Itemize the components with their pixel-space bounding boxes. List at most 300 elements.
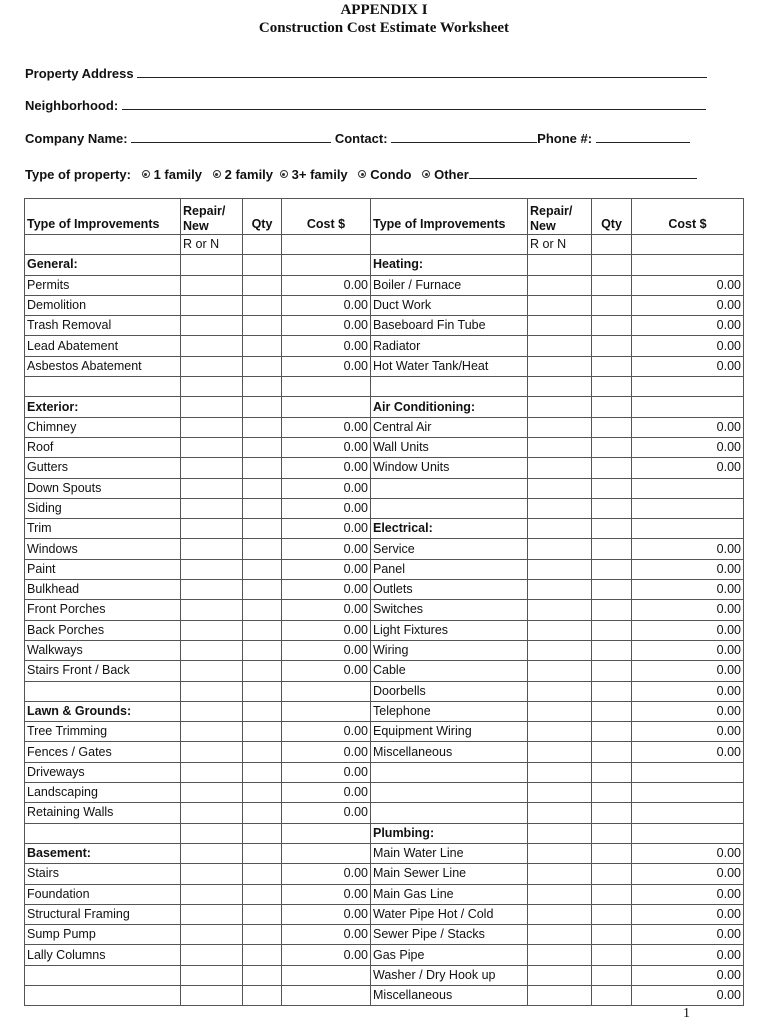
repair-new-cell[interactable] bbox=[181, 701, 243, 721]
qty-cell[interactable] bbox=[243, 884, 282, 904]
repair-new-cell[interactable] bbox=[181, 803, 243, 823]
repair-new-cell[interactable] bbox=[528, 478, 592, 498]
item-label: Hot Water Tank/Heat bbox=[371, 356, 528, 376]
table-row bbox=[25, 925, 744, 945]
repair-new-cell[interactable] bbox=[528, 925, 592, 945]
cost-cell[interactable]: 0.00 bbox=[632, 884, 744, 904]
repair-new-cell[interactable] bbox=[528, 316, 592, 336]
qty-cell[interactable] bbox=[243, 681, 282, 701]
cost-cell[interactable]: 0.00 bbox=[632, 356, 744, 376]
repair-new-cell[interactable] bbox=[528, 377, 592, 397]
repair-new-cell[interactable] bbox=[528, 498, 592, 518]
item-label: Paint bbox=[25, 559, 181, 579]
repair-new-cell[interactable] bbox=[528, 742, 592, 762]
repair-new-cell[interactable] bbox=[181, 722, 243, 742]
repair-new-cell[interactable] bbox=[181, 843, 243, 863]
qty-cell[interactable] bbox=[243, 925, 282, 945]
cost-cell[interactable]: 0.00 bbox=[632, 620, 744, 640]
qty-cell[interactable] bbox=[243, 620, 282, 640]
item-label: Trim bbox=[25, 519, 181, 539]
cost-cell[interactable]: 0.00 bbox=[632, 843, 744, 863]
table-row bbox=[25, 640, 744, 660]
neighborhood-label: Neighborhood: bbox=[25, 98, 119, 113]
cost-cell[interactable]: 0.00 bbox=[282, 295, 371, 315]
cost-cell[interactable]: 0.00 bbox=[632, 295, 744, 315]
qty-cell[interactable] bbox=[243, 478, 282, 498]
qty-cell[interactable] bbox=[592, 600, 632, 620]
cost-cell[interactable]: 0.00 bbox=[282, 417, 371, 437]
qty-cell[interactable] bbox=[243, 783, 282, 803]
repair-new-cell[interactable] bbox=[528, 681, 592, 701]
cost-cell[interactable]: 0.00 bbox=[632, 904, 744, 924]
cost-cell[interactable]: 0.00 bbox=[632, 925, 744, 945]
repair-new-cell[interactable] bbox=[528, 985, 592, 1005]
section-heading: Air Conditioning: bbox=[371, 397, 528, 417]
repair-new-cell[interactable] bbox=[528, 783, 592, 803]
cost-cell[interactable] bbox=[282, 701, 371, 721]
qty-cell[interactable] bbox=[592, 722, 632, 742]
col-qty-header: Qty bbox=[243, 199, 282, 235]
cost-cell[interactable]: 0.00 bbox=[282, 580, 371, 600]
company-name-label: Company Name: bbox=[25, 131, 128, 146]
qty-cell[interactable] bbox=[592, 762, 632, 782]
neighborhood-field[interactable] bbox=[122, 98, 706, 110]
col-cost-header: Cost $ bbox=[282, 199, 371, 235]
table-row bbox=[25, 681, 744, 701]
qty-cell[interactable] bbox=[243, 255, 282, 275]
cost-cell[interactable]: 0.00 bbox=[282, 356, 371, 376]
cost-cell[interactable] bbox=[632, 783, 744, 803]
repair-label-right: Repair/ bbox=[530, 204, 573, 218]
qty-cell[interactable] bbox=[243, 356, 282, 376]
qty-cell[interactable] bbox=[592, 640, 632, 660]
contact-field[interactable] bbox=[391, 131, 537, 143]
qty-cell[interactable] bbox=[243, 762, 282, 782]
repair-new-cell[interactable] bbox=[181, 498, 243, 518]
radio-other[interactable] bbox=[422, 170, 430, 178]
qty-cell[interactable] bbox=[592, 803, 632, 823]
qty-cell[interactable] bbox=[592, 945, 632, 965]
qty-cell[interactable] bbox=[243, 275, 282, 295]
col-repair-header-right bbox=[528, 199, 592, 235]
repair-new-cell[interactable] bbox=[528, 559, 592, 579]
item-label bbox=[25, 377, 181, 397]
table-row bbox=[25, 884, 744, 904]
qty-cell[interactable] bbox=[243, 600, 282, 620]
item-label bbox=[371, 478, 528, 498]
qty-cell[interactable] bbox=[243, 742, 282, 762]
cost-cell[interactable]: 0.00 bbox=[632, 316, 744, 336]
qty-cell[interactable] bbox=[592, 661, 632, 681]
item-label: Washer / Dry Hook up bbox=[371, 965, 528, 985]
qty-cell[interactable] bbox=[243, 559, 282, 579]
repair-new-cell[interactable] bbox=[181, 478, 243, 498]
table-row bbox=[25, 316, 744, 336]
item-label: Lead Abatement bbox=[25, 336, 181, 356]
item-label: Telephone bbox=[371, 701, 528, 721]
cost-cell[interactable]: 0.00 bbox=[632, 701, 744, 721]
cost-cell[interactable] bbox=[282, 985, 371, 1005]
option-other: Other bbox=[434, 167, 469, 182]
cost-cell[interactable]: 0.00 bbox=[282, 478, 371, 498]
cost-cell[interactable] bbox=[282, 843, 371, 863]
cost-cell[interactable]: 0.00 bbox=[282, 519, 371, 539]
cost-cell[interactable] bbox=[632, 478, 744, 498]
cost-cell[interactable]: 0.00 bbox=[282, 275, 371, 295]
qty-cell[interactable] bbox=[243, 316, 282, 336]
repair-new-cell[interactable] bbox=[181, 559, 243, 579]
cost-cell[interactable]: 0.00 bbox=[632, 945, 744, 965]
repair-new-cell[interactable] bbox=[181, 620, 243, 640]
property-address-line bbox=[25, 66, 707, 81]
repair-new-cell[interactable] bbox=[528, 275, 592, 295]
subheader-blank bbox=[632, 235, 744, 255]
radio-3plus-family[interactable] bbox=[280, 170, 288, 178]
option-2-family: 2 family bbox=[224, 167, 274, 182]
qty-cell[interactable] bbox=[243, 397, 282, 417]
cost-cell[interactable] bbox=[282, 397, 371, 417]
item-label: Panel bbox=[371, 559, 528, 579]
cost-cell[interactable]: 0.00 bbox=[282, 336, 371, 356]
cost-cell[interactable]: 0.00 bbox=[632, 580, 744, 600]
qty-cell[interactable] bbox=[592, 580, 632, 600]
repair-new-cell[interactable] bbox=[181, 255, 243, 275]
repair-new-cell[interactable] bbox=[181, 783, 243, 803]
qty-cell[interactable] bbox=[243, 823, 282, 843]
qty-cell[interactable] bbox=[243, 803, 282, 823]
repair-new-cell[interactable] bbox=[528, 864, 592, 884]
table-row bbox=[25, 437, 744, 457]
qty-cell[interactable] bbox=[243, 437, 282, 457]
repair-new-cell[interactable] bbox=[181, 397, 243, 417]
qty-cell[interactable] bbox=[243, 498, 282, 518]
property-type-label: Type of property: bbox=[25, 167, 131, 182]
cost-cell[interactable]: 0.00 bbox=[282, 722, 371, 742]
cost-cell[interactable] bbox=[282, 823, 371, 843]
item-label: Tree Trimming bbox=[25, 722, 181, 742]
qty-cell[interactable] bbox=[592, 519, 632, 539]
qty-cell[interactable] bbox=[592, 255, 632, 275]
qty-cell[interactable] bbox=[592, 336, 632, 356]
repair-new-cell[interactable] bbox=[528, 519, 592, 539]
table-row bbox=[25, 620, 744, 640]
repair-new-cell[interactable] bbox=[181, 519, 243, 539]
cost-cell[interactable]: 0.00 bbox=[632, 275, 744, 295]
cost-cell[interactable]: 0.00 bbox=[282, 945, 371, 965]
repair-new-cell[interactable] bbox=[528, 620, 592, 640]
repair-new-cell[interactable] bbox=[528, 904, 592, 924]
cost-cell[interactable] bbox=[632, 519, 744, 539]
table-row bbox=[25, 275, 744, 295]
cost-cell[interactable]: 0.00 bbox=[282, 904, 371, 924]
qty-cell[interactable] bbox=[592, 620, 632, 640]
table-row bbox=[25, 519, 744, 539]
qty-cell[interactable] bbox=[592, 498, 632, 518]
repair-new-cell[interactable] bbox=[181, 661, 243, 681]
qty-cell[interactable] bbox=[592, 884, 632, 904]
repair-new-cell[interactable] bbox=[181, 640, 243, 660]
qty-cell[interactable] bbox=[592, 377, 632, 397]
item-label bbox=[371, 803, 528, 823]
cost-cell[interactable]: 0.00 bbox=[282, 620, 371, 640]
option-condo: Condo bbox=[370, 167, 412, 182]
worksheet-title: Construction Cost Estimate Worksheet bbox=[258, 20, 510, 36]
cost-cell[interactable]: 0.00 bbox=[282, 661, 371, 681]
table-row bbox=[25, 803, 744, 823]
qty-cell[interactable] bbox=[243, 985, 282, 1005]
repair-new-cell[interactable] bbox=[181, 925, 243, 945]
repair-new-cell[interactable] bbox=[528, 397, 592, 417]
cost-cell[interactable]: 0.00 bbox=[632, 417, 744, 437]
repair-new-cell[interactable] bbox=[528, 945, 592, 965]
repair-new-cell[interactable] bbox=[528, 437, 592, 457]
cost-cell[interactable] bbox=[632, 823, 744, 843]
repair-new-cell[interactable] bbox=[528, 884, 592, 904]
repair-new-cell[interactable] bbox=[528, 417, 592, 437]
repair-new-cell[interactable] bbox=[181, 539, 243, 559]
radio-condo[interactable] bbox=[358, 170, 366, 178]
repair-new-cell[interactable] bbox=[181, 377, 243, 397]
qty-cell[interactable] bbox=[243, 580, 282, 600]
cost-cell[interactable]: 0.00 bbox=[282, 600, 371, 620]
repair-new-cell[interactable] bbox=[528, 843, 592, 863]
table-row bbox=[25, 762, 744, 782]
repair-new-cell[interactable] bbox=[528, 295, 592, 315]
subheader-blank bbox=[25, 235, 181, 255]
repair-new-cell[interactable] bbox=[181, 316, 243, 336]
cost-cell[interactable]: 0.00 bbox=[282, 559, 371, 579]
item-label: Retaining Walls bbox=[25, 803, 181, 823]
cost-cell[interactable]: 0.00 bbox=[282, 884, 371, 904]
repair-new-cell[interactable] bbox=[181, 884, 243, 904]
cost-cell[interactable]: 0.00 bbox=[282, 316, 371, 336]
cost-cell[interactable]: 0.00 bbox=[632, 640, 744, 660]
item-label: Stairs Front / Back bbox=[25, 661, 181, 681]
item-label: Structural Framing bbox=[25, 904, 181, 924]
repair-new-cell[interactable] bbox=[528, 255, 592, 275]
qty-cell[interactable] bbox=[592, 559, 632, 579]
col-cost-header-right: Cost $ bbox=[632, 199, 744, 235]
qty-cell[interactable] bbox=[592, 985, 632, 1005]
cost-cell[interactable]: 0.00 bbox=[282, 762, 371, 782]
table-row bbox=[25, 377, 744, 397]
qty-cell[interactable] bbox=[592, 295, 632, 315]
cost-cell[interactable]: 0.00 bbox=[632, 336, 744, 356]
cost-cell[interactable]: 0.00 bbox=[632, 559, 744, 579]
repair-new-cell[interactable] bbox=[181, 681, 243, 701]
repair-new-cell[interactable] bbox=[528, 823, 592, 843]
qty-cell[interactable] bbox=[243, 640, 282, 660]
qty-cell[interactable] bbox=[243, 295, 282, 315]
col-qty-header-right: Qty bbox=[592, 199, 632, 235]
cost-cell[interactable]: 0.00 bbox=[282, 437, 371, 457]
qty-cell[interactable] bbox=[592, 437, 632, 457]
cost-cell[interactable] bbox=[282, 681, 371, 701]
qty-cell[interactable] bbox=[243, 864, 282, 884]
repair-new-cell[interactable] bbox=[181, 580, 243, 600]
cost-cell[interactable]: 0.00 bbox=[282, 539, 371, 559]
qty-cell[interactable] bbox=[243, 945, 282, 965]
cost-cell[interactable] bbox=[632, 803, 744, 823]
cost-cell[interactable]: 0.00 bbox=[632, 985, 744, 1005]
repair-new-cell[interactable] bbox=[181, 600, 243, 620]
property-address-field[interactable] bbox=[137, 66, 707, 78]
repair-new-cell[interactable] bbox=[528, 600, 592, 620]
cost-cell[interactable]: 0.00 bbox=[632, 539, 744, 559]
table-row bbox=[25, 539, 744, 559]
radio-2-family[interactable] bbox=[213, 170, 221, 178]
cost-cell[interactable]: 0.00 bbox=[632, 600, 744, 620]
repair-new-cell[interactable] bbox=[528, 458, 592, 478]
qty-cell[interactable] bbox=[243, 539, 282, 559]
qty-cell[interactable] bbox=[592, 275, 632, 295]
item-label bbox=[371, 762, 528, 782]
qty-cell[interactable] bbox=[243, 417, 282, 437]
qty-cell[interactable] bbox=[592, 681, 632, 701]
cost-cell[interactable] bbox=[282, 255, 371, 275]
cost-cell[interactable]: 0.00 bbox=[632, 458, 744, 478]
section-heading: Basement: bbox=[25, 843, 181, 863]
new-label-right: New bbox=[530, 219, 556, 233]
repair-new-cell[interactable] bbox=[181, 336, 243, 356]
qty-cell[interactable] bbox=[592, 783, 632, 803]
cost-cell[interactable]: 0.00 bbox=[632, 437, 744, 457]
item-label: Wall Units bbox=[371, 437, 528, 457]
table-row bbox=[25, 255, 744, 275]
qty-cell[interactable] bbox=[592, 925, 632, 945]
qty-cell[interactable] bbox=[243, 904, 282, 924]
qty-cell[interactable] bbox=[592, 904, 632, 924]
repair-new-cell[interactable] bbox=[528, 336, 592, 356]
repair-new-cell[interactable] bbox=[528, 661, 592, 681]
qty-cell[interactable] bbox=[592, 356, 632, 376]
item-label bbox=[371, 783, 528, 803]
repair-label: Repair/ bbox=[183, 204, 226, 218]
qty-cell[interactable] bbox=[243, 965, 282, 985]
cost-cell[interactable]: 0.00 bbox=[632, 661, 744, 681]
qty-cell[interactable] bbox=[592, 823, 632, 843]
cost-cell[interactable]: 0.00 bbox=[282, 864, 371, 884]
other-field[interactable] bbox=[469, 167, 697, 179]
item-label: Cable bbox=[371, 661, 528, 681]
section-heading: Plumbing: bbox=[371, 823, 528, 843]
cost-cell[interactable]: 0.00 bbox=[282, 925, 371, 945]
item-label: Windows bbox=[25, 539, 181, 559]
repair-new-cell[interactable] bbox=[528, 762, 592, 782]
qty-cell[interactable] bbox=[243, 336, 282, 356]
qty-cell[interactable] bbox=[592, 742, 632, 762]
subheader-blank bbox=[371, 235, 528, 255]
qty-cell[interactable] bbox=[243, 458, 282, 478]
qty-cell[interactable] bbox=[243, 519, 282, 539]
item-label: Sump Pump bbox=[25, 925, 181, 945]
repair-new-cell[interactable] bbox=[181, 904, 243, 924]
qty-cell[interactable] bbox=[592, 417, 632, 437]
repair-new-cell[interactable] bbox=[181, 742, 243, 762]
subheader-blank bbox=[243, 235, 282, 255]
qty-cell[interactable] bbox=[592, 843, 632, 863]
cost-cell[interactable] bbox=[632, 498, 744, 518]
cost-cell[interactable]: 0.00 bbox=[282, 498, 371, 518]
cost-cell[interactable]: 0.00 bbox=[282, 458, 371, 478]
subheader-row bbox=[25, 235, 744, 255]
cost-cell[interactable]: 0.00 bbox=[632, 742, 744, 762]
company-name-field[interactable] bbox=[131, 131, 331, 143]
repair-new-cell[interactable] bbox=[181, 295, 243, 315]
repair-new-cell[interactable] bbox=[528, 722, 592, 742]
cost-cell[interactable]: 0.00 bbox=[632, 965, 744, 985]
repair-new-cell[interactable] bbox=[181, 437, 243, 457]
repair-new-cell[interactable] bbox=[528, 539, 592, 559]
qty-cell[interactable] bbox=[243, 701, 282, 721]
repair-new-cell[interactable] bbox=[181, 762, 243, 782]
cost-cell[interactable]: 0.00 bbox=[282, 640, 371, 660]
cost-cell[interactable]: 0.00 bbox=[282, 803, 371, 823]
table-row bbox=[25, 600, 744, 620]
cost-cell[interactable] bbox=[632, 377, 744, 397]
qty-cell[interactable] bbox=[243, 843, 282, 863]
cost-cell[interactable]: 0.00 bbox=[632, 681, 744, 701]
repair-new-cell[interactable] bbox=[528, 580, 592, 600]
repair-new-cell[interactable] bbox=[528, 640, 592, 660]
repair-new-cell[interactable] bbox=[181, 356, 243, 376]
qty-cell[interactable] bbox=[243, 377, 282, 397]
cost-cell[interactable]: 0.00 bbox=[282, 783, 371, 803]
qty-cell[interactable] bbox=[592, 397, 632, 417]
item-label: Trash Removal bbox=[25, 316, 181, 336]
repair-new-cell[interactable] bbox=[528, 701, 592, 721]
qty-cell[interactable] bbox=[592, 864, 632, 884]
qty-cell[interactable] bbox=[592, 701, 632, 721]
new-label: New bbox=[183, 219, 209, 233]
phone-field[interactable] bbox=[596, 131, 690, 143]
subheader-blank bbox=[282, 235, 371, 255]
qty-cell[interactable] bbox=[592, 539, 632, 559]
qty-cell[interactable] bbox=[243, 661, 282, 681]
repair-new-cell[interactable] bbox=[181, 823, 243, 843]
repair-new-cell[interactable] bbox=[181, 275, 243, 295]
repair-new-cell[interactable] bbox=[528, 803, 592, 823]
table-row bbox=[25, 336, 744, 356]
radio-1-family[interactable] bbox=[142, 170, 150, 178]
item-label: Main Sewer Line bbox=[371, 864, 528, 884]
cost-cell[interactable]: 0.00 bbox=[632, 722, 744, 742]
qty-cell[interactable] bbox=[243, 722, 282, 742]
cost-cell[interactable]: 0.00 bbox=[632, 864, 744, 884]
repair-new-cell[interactable] bbox=[181, 945, 243, 965]
cost-cell[interactable] bbox=[632, 762, 744, 782]
repair-new-cell[interactable] bbox=[181, 985, 243, 1005]
cost-cell[interactable] bbox=[282, 965, 371, 985]
section-heading: Heating: bbox=[371, 255, 528, 275]
qty-cell[interactable] bbox=[592, 316, 632, 336]
item-label: Sewer Pipe / Stacks bbox=[371, 925, 528, 945]
repair-new-cell[interactable] bbox=[528, 356, 592, 376]
repair-new-cell[interactable] bbox=[181, 417, 243, 437]
cost-cell[interactable]: 0.00 bbox=[282, 742, 371, 762]
repair-new-cell[interactable] bbox=[181, 864, 243, 884]
qty-cell[interactable] bbox=[592, 478, 632, 498]
cost-cell[interactable] bbox=[632, 397, 744, 417]
repair-new-cell[interactable] bbox=[181, 458, 243, 478]
qty-cell[interactable] bbox=[592, 965, 632, 985]
repair-new-cell[interactable] bbox=[528, 965, 592, 985]
qty-cell[interactable] bbox=[592, 458, 632, 478]
cost-cell[interactable] bbox=[282, 377, 371, 397]
repair-new-cell[interactable] bbox=[181, 965, 243, 985]
item-label: Foundation bbox=[25, 884, 181, 904]
cost-cell[interactable] bbox=[632, 255, 744, 275]
